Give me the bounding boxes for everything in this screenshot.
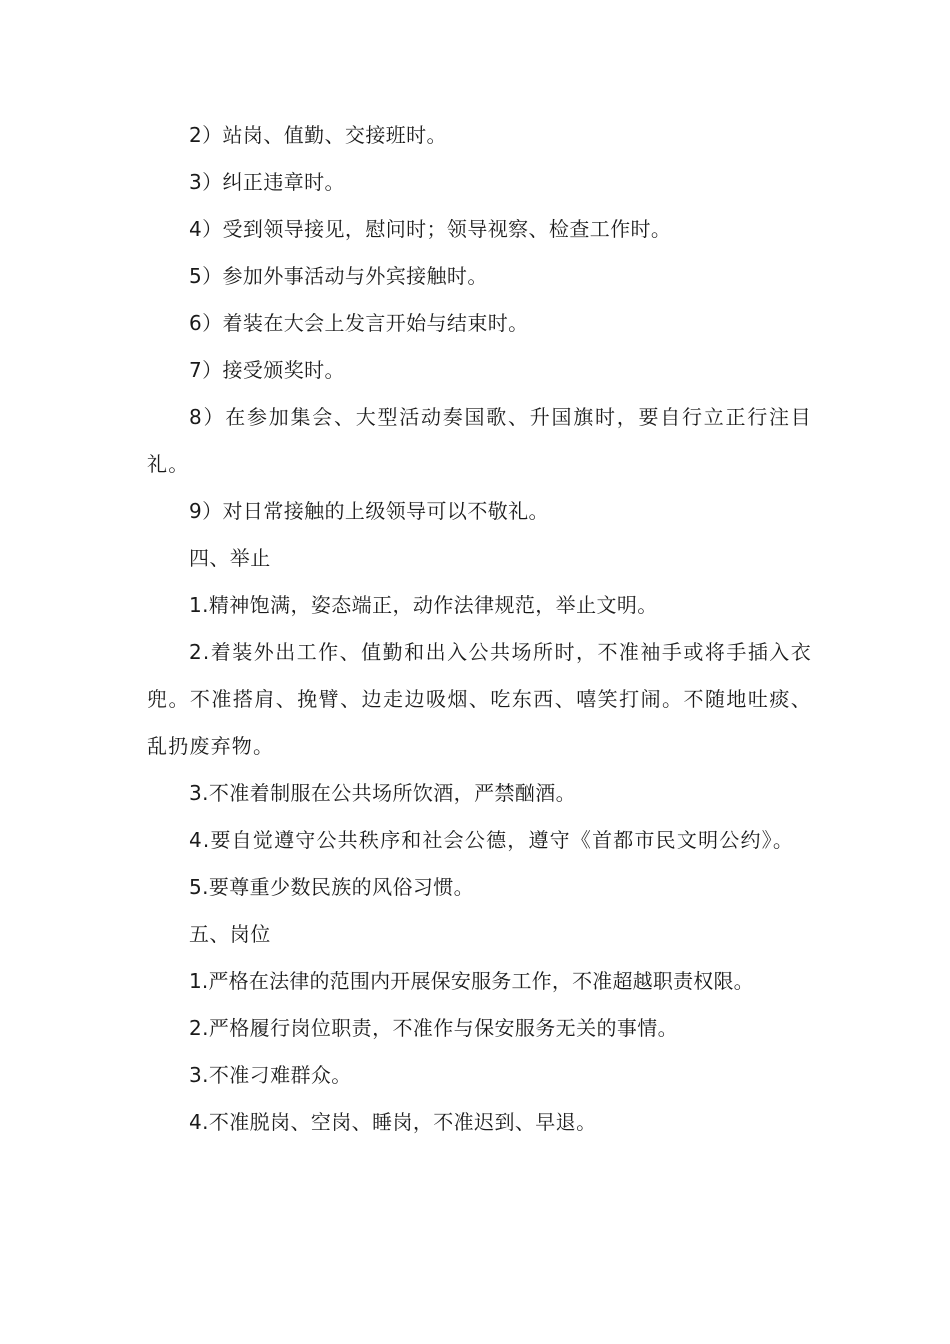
paragraph-salute-7: 7）接受颁奖时。 [189,358,345,382]
section-heading-conduct: 四、举止 [189,546,271,570]
paragraph-salute-6: 6）着装在大会上发言开始与结束时。 [189,311,529,335]
paragraph-salute-9: 9）对日常接触的上级领导可以不敬礼。 [189,499,549,523]
document-body [147,112,812,1146]
paragraph-conduct-3: 3.不准着制服在公共场所饮酒，严禁酗酒。 [189,781,577,805]
paragraph-post-1: 1.严格在法律的范围内开展保安服务工作，不准超越职责权限。 [189,969,754,993]
paragraph-salute-2: 2）站岗、值勤、交接班时。 [189,123,447,147]
paragraph-post-3: 3.不准刁难群众。 [189,1063,352,1087]
paragraph-conduct-2: 2.着装外出工作、值勤和出入公共场所时，不准袖手或将手插入衣兜。不准搭肩、挽臂、边走边吸烟、吃东西、嘻笑打闹。不随地吐痰、乱扔废弃物。 [147,640,812,758]
paragraph-conduct-5: 5.要尊重少数民族的风俗习惯。 [189,875,475,899]
paragraph-post-4: 4.不准脱岗、空岗、睡岗，不准迟到、早退。 [189,1110,597,1134]
paragraph-post-2: 2.严格履行岗位职责，不准作与保安服务无关的事情。 [189,1016,679,1040]
paragraph-salute-5: 5）参加外事活动与外宾接触时。 [189,264,488,288]
section-heading-post: 五、岗位 [189,922,271,946]
paragraph-salute-8: 8）在参加集会、大型活动奏国歌、升国旗时，要自行立正行注目礼。 [147,405,812,476]
paragraph-conduct-4: 4.要自觉遵守公共秩序和社会公德，遵守《首都市民文明公约》。 [189,828,795,852]
paragraph-salute-4: 4）受到领导接见，慰问时；领导视察、检查工作时。 [189,217,672,241]
paragraph-conduct-1: 1.精神饱满，姿态端正，动作法律规范，举止文明。 [189,593,658,617]
paragraph-salute-3: 3）纠正违章时。 [189,170,345,194]
